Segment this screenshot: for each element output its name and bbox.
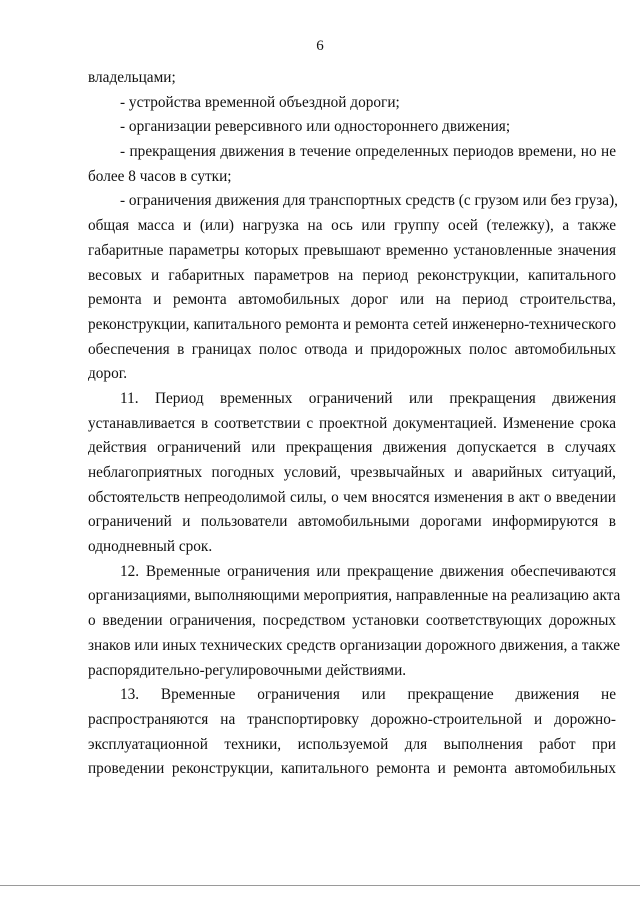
text-line: владельцами; — [88, 69, 176, 86]
text-line: обстоятельств непреодолимой силы, о чем вносятся изменения в акт о введении — [88, 488, 616, 506]
text-line: - прекращения движения в течение определенных периодов времени, но не — [120, 143, 616, 161]
text-line: 12. Временные ограничения или прекращение движения обеспечиваются — [120, 562, 616, 580]
footer-rule — [0, 885, 640, 886]
text-line: дорог. — [88, 365, 128, 383]
text-line: общая масса и (или) нагрузка на ось или группу осей (тележку), а также — [88, 217, 616, 235]
document-body — [88, 66, 621, 782]
text-line: - устройства временной объездной дороги; — [120, 93, 400, 111]
text-line: ремонта и ремонта автомобильных дорог или на период строительства, — [88, 291, 616, 309]
text-line: обеспечения в границах полос отвода и придорожных полос автомобильных — [88, 340, 616, 358]
text-line: весовых и габаритных параметров на период реконструкции, капитального — [88, 266, 616, 284]
text-line: о введении ограничения, посредством установки соответствующих дорожных — [88, 612, 616, 630]
text-line: устанавливается в соответствии с проектной документацией. Изменение срока — [88, 414, 616, 432]
text-line: реконструкции, капитального ремонта и ремонта сетей инженерно-технического — [88, 315, 616, 333]
text-line: однодневный срок. — [88, 538, 213, 556]
text-line: эксплуатационной техники, используемой для выполнения работ при — [88, 735, 616, 753]
text-line: - организации реверсивного или одностороннего движения; — [120, 118, 511, 136]
text-line: распространяются на транспортировку дорожно-строительной и дорожно- — [88, 710, 616, 728]
text-line: ограничений и пользователи автомобильными дорогами информируются в — [88, 513, 616, 531]
text-line: 11. Период временных ограничений или прекращения движения — [120, 389, 616, 407]
text-line: действия ограничений или прекращения движения допускается в случаях — [88, 439, 616, 457]
text-line: более 8 часов в сутки; — [88, 167, 232, 185]
page-number: 6 — [316, 38, 324, 54]
text-line: проведении реконструкции, капитального ремонта и ремонта автомобильных — [88, 760, 616, 778]
text-line: организациями, выполняющими мероприятия, направленные на реализацию акта — [88, 587, 621, 605]
text-line: габаритные параметры которых превышают временно установленные значения — [88, 241, 616, 259]
text-line: - ограничения движения для транспортных средств (с грузом или без груза), — [120, 192, 619, 210]
text-line: 13. Временные ограничения или прекращение движения не — [120, 686, 616, 704]
text-line: знаков или иных технических средств организации дорожного движения, а также — [88, 636, 621, 654]
text-line: неблагоприятных погодных условий, чрезвычайных и аварийных ситуаций, — [88, 464, 616, 481]
text-line: распорядительно-регулировочными действиями. — [88, 661, 407, 679]
